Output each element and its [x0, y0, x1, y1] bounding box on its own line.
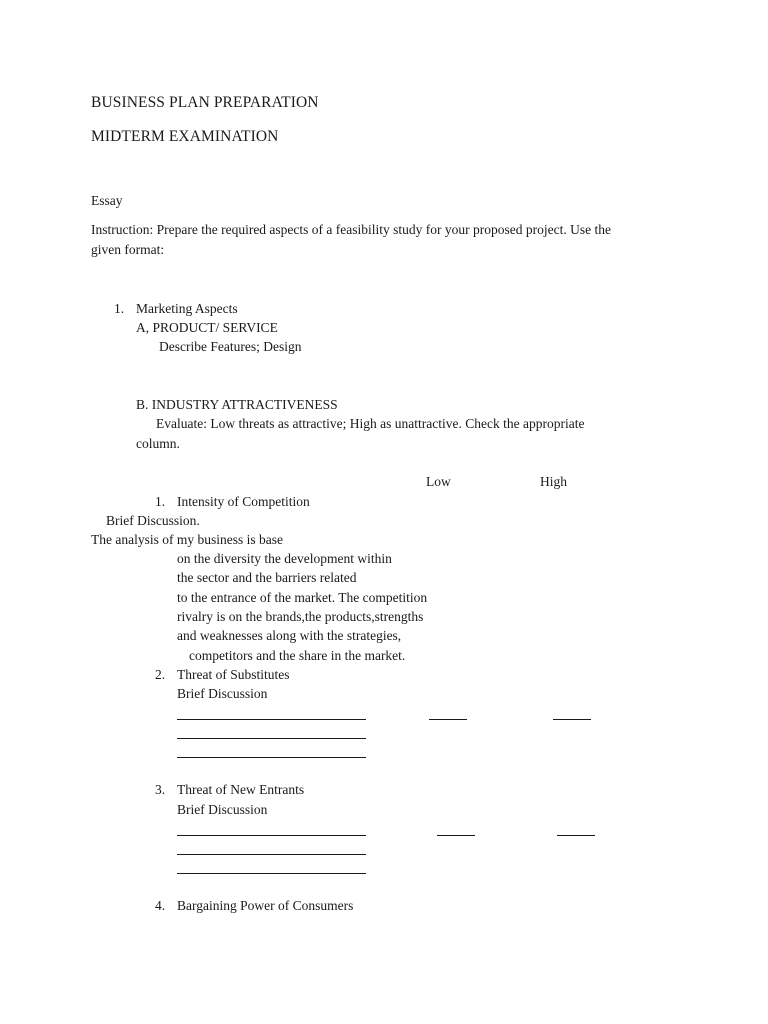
industry-attractiveness-heading: B. INDUSTRY ATTRACTIVENESS: [136, 397, 338, 412]
answer-line: the sector and the barriers related: [177, 570, 357, 585]
evaluate-prompt-line-1: Evaluate: Low threats as attractive; High as unattractive. Check the appropriate: [156, 416, 585, 431]
item-number: 3.: [155, 782, 166, 797]
item-title-bargaining-power: Bargaining Power of Consumers: [177, 898, 354, 913]
document-title: BUSINESS PLAN PREPARATION: [91, 94, 319, 111]
instruction-line-2: given format:: [91, 242, 165, 257]
low-check-blank[interactable]: [437, 835, 475, 836]
document-subtitle: MIDTERM EXAMINATION: [91, 128, 279, 145]
item-title-substitutes: Threat of Substitutes: [177, 667, 290, 682]
discussion-blank-line[interactable]: [177, 738, 366, 739]
answer-line: on the diversity the development within: [177, 551, 392, 566]
answer-line: The analysis of my business is base: [91, 532, 283, 547]
brief-discussion-label: Brief Discussion: [177, 802, 268, 817]
brief-discussion-label: Brief Discussion.: [106, 513, 200, 528]
item-title-new-entrants: Threat of New Entrants: [177, 782, 305, 797]
item-title-competition: Intensity of Competition: [177, 494, 310, 509]
high-check-blank[interactable]: [557, 835, 595, 836]
answer-line: competitors and the share in the market.: [189, 648, 406, 663]
high-check-blank[interactable]: [553, 719, 591, 720]
discussion-blank-line[interactable]: [177, 835, 366, 836]
product-service-heading: A, PRODUCT/ SERVICE: [136, 320, 278, 335]
section-number: 1.: [114, 301, 125, 316]
low-column-header: Low: [426, 474, 451, 489]
discussion-blank-line[interactable]: [177, 719, 366, 720]
item-number: 1.: [155, 494, 166, 509]
high-column-header: High: [540, 474, 567, 489]
essay-label: Essay: [91, 193, 123, 208]
answer-line: and weaknesses along with the strategies,: [177, 628, 402, 643]
answer-line: rivalry is on the brands,the products,strengths: [177, 609, 424, 624]
section-heading: Marketing Aspects: [136, 301, 238, 316]
low-check-blank[interactable]: [429, 719, 467, 720]
brief-discussion-label: Brief Discussion: [177, 686, 268, 701]
answer-line: to the entrance of the market. The competition: [177, 590, 428, 605]
instruction-line-1: Instruction: Prepare the required aspects of a feasibility study for your proposed project. Use the: [91, 222, 611, 237]
item-number: 2.: [155, 667, 166, 682]
product-service-prompt: Describe Features; Design: [159, 339, 302, 354]
discussion-blank-line[interactable]: [177, 873, 366, 874]
discussion-blank-line[interactable]: [177, 854, 366, 855]
evaluate-prompt-line-2: column.: [136, 436, 180, 451]
discussion-blank-line[interactable]: [177, 757, 366, 758]
item-number: 4.: [155, 898, 166, 913]
